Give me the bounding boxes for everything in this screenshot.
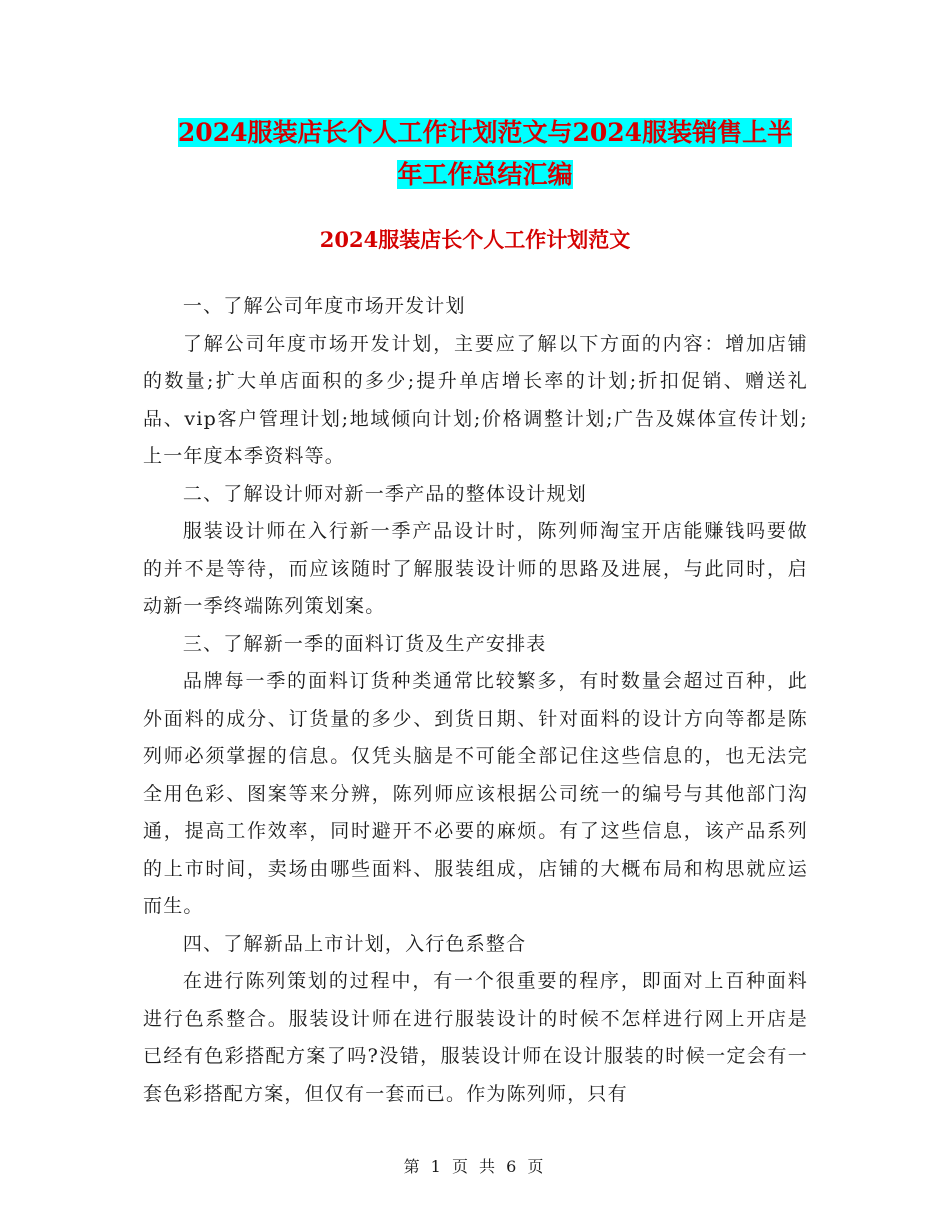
heading-paragraph: 一、了解公司年度市场开发计划 [182,295,466,317]
body-paragraph: 了解公司年度市场开发计划，主要应了解以下方面的内容：增加店铺的数量;扩大单店面积的多少;提升单店增长率的计划;折扣促销、赠送礼品、vip客户管理计划;地域倾向计划;价格调整计划;广告及媒体宣传计划;上一年度本季资料等。 [143,332,808,467]
body-paragraph: 在进行陈列策划的过程中，有一个很重要的程序，即面对上百种面料进行色系整合。服装设计师在进行服装设计的时候不怎样进行网上开店是已经有色彩搭配方案了吗?没错，服装设计师在设计服装的时候一定会有一套色彩搭配方案，但仅有一套而已。作为陈列师，只有 [143,970,808,1105]
page-footer: 第 1 页 共 6 页 [403,1157,547,1176]
document-body [143,288,808,1113]
heading-paragraph: 四、了解新品上市计划，入行色系整合 [182,932,527,955]
body-paragraph: 品牌每一季的面料订货种类通常比较繁多，有时数量会超过百种，此外面料的成分、订货量的多少、到货日期、针对面料的设计方向等都是陈列师必须掌握的信息。仅凭头脑是不可能全部记住这些信息的，也无法完全用色彩、图案等来分辨，陈列师应该根据公司统一的编号与其他部门沟通，提高工作效率，同时避开不必要的麻烦。有了这些信息，该产品系列的上市时间，卖场由哪些面料、服装组成，店铺的大概布局和构思就应运而生。 [143,670,808,917]
document-title-line-2 [140,150,830,200]
heading-paragraph: 三、了解新一季的面料订货及生产安排表 [182,632,547,655]
title-highlight: 2024服装店长个人工作计划范文与2024服装销售上半 [177,118,793,147]
title-highlight: 年工作总结汇编 [397,160,573,189]
body-paragraph: 服装设计师在入行新一季产品设计时，陈列师淘宝开店能赚钱吗要做的并不是等待，而应该随时了解服装设计师的思路及进展，与此同时，启动新一季终端陈列策划案。 [143,520,808,617]
heading-paragraph: 二、了解设计师对新一季产品的整体设计规划 [182,482,587,505]
section-title: 2024服装店长个人工作计划范文 [319,227,631,252]
